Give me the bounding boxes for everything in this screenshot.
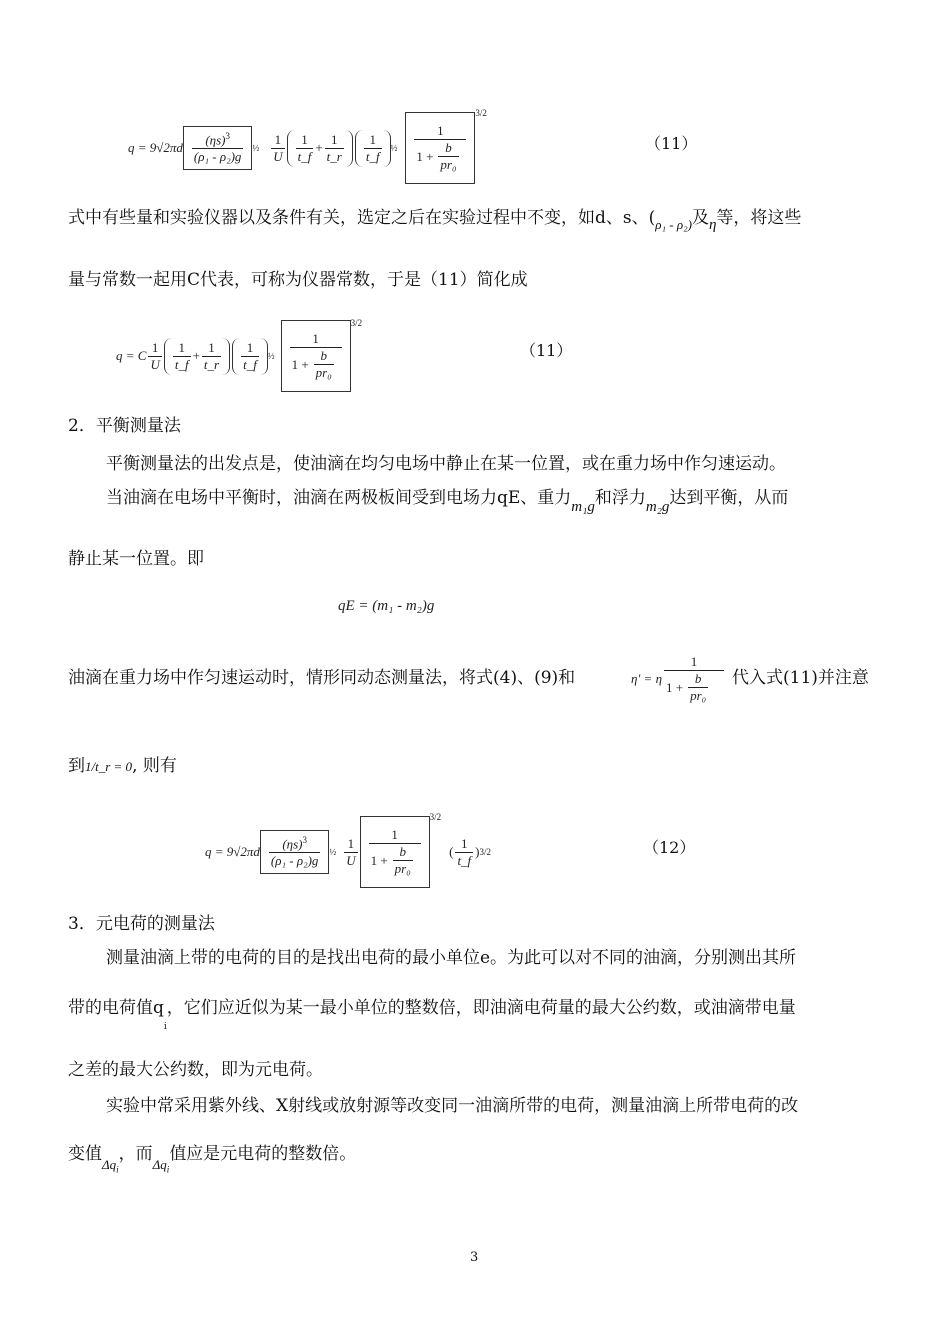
page-number: 3 [470, 1250, 479, 1265]
equation-12: q = 9√2πd $\frac{(\eta s)^3}{\text{(ρ₁ - ρ₂)g}}$ ½ $\frac{1}{U}$ 1 1 + $\frac{b}{\text{pr₀}}$ 3/2 ( $\frac{1}{t\_f}$ ) 3/2 [205, 812, 491, 892]
eq11b-lhs: q = C [116, 348, 147, 363]
equation-11-full [128, 108, 487, 188]
section-2-paragraph-4: 油滴在重力场中作匀速运动时，情形同动态测量法，将式(4)、(9)和 [68, 668, 576, 688]
eq11-bracket-exp: ½ [252, 143, 260, 153]
eq11b-number: （11） [520, 341, 573, 360]
eq11-lhs: q = 9√2πd [128, 140, 183, 155]
eq11-paren-times: $\frac{1}{t\_f}$ + $\frac{1}{t\_r}$ [287, 130, 353, 167]
eq12-lhs: q = 9√2πd [205, 844, 260, 859]
section-2-paragraph-3: 静止某一位置。即 [68, 549, 204, 569]
section-2-paragraph-5: 到1/t_r = 0, 则有 [68, 756, 177, 776]
eq11-bracket [183, 126, 253, 170]
section-2-paragraph-2: 当油滴在电场中平衡时，油滴在两极板间受到电场力qE、重力m₁g和浮力m₂g达到平衡，从而 [106, 488, 789, 515]
section-3-title: 3．元电荷的测量法 [68, 914, 215, 934]
paragraph-1-line-2: 量与常数一起用C代表，可称为仪器常数，于是（11）简化成 [68, 270, 528, 290]
eq11-outer-bracket: 1 1 + $\frac{b}{\text{pr₀}}$ [405, 112, 475, 184]
eq12-number: （12） [643, 838, 696, 857]
eq11-number: （11） [645, 134, 698, 153]
paragraph-1-line-1: 式中有些量和实验仪器以及条件有关，选定之后在实验过程中不变，如d、s、($_{\rho_1 - \rho_2)}$及η等，将这些 [68, 208, 802, 233]
equation-11-simplified: q = C $\frac{1}{U}$ $\frac{1}{t\_f}$ + $\frac{1}{t\_r}$ $\frac{1}{t\_f}$ ½ 1 1 + $\frac{b}{\text{pr₀}}$ 3/2 [116, 318, 362, 394]
balance-equation: qE = (m₁ - m₂)g [338, 598, 435, 614]
section-3-paragraph-1: 测量油滴上带的电荷的目的是找出电荷的最小单位e。为此可以对不同的油滴，分别测出其所 [106, 948, 797, 968]
eq11-tf-exp: ½ [390, 143, 398, 153]
section-3-paragraph-5: 变值$_{\Delta q_i}$，而$_{\Delta q_i}$值应是元电荷的整数倍。 [68, 1144, 357, 1175]
eta-prime-formula: η′ = η 1 1 + $\frac{b}{\text{pr₀}}$ [631, 643, 726, 715]
section-3-paragraph-4: 实验中常采用紫外线、X射线或放射源等改变同一油滴所带的电荷，测量油滴上所带电荷的改 [106, 1096, 799, 1116]
eq11-paren-tf: $\frac{1}{t\_f}$ [355, 130, 391, 167]
section-3-paragraph-2: 带的电荷值$q_i$，它们应近似为某一最小单位的整数倍，即油滴电荷量的最大公约数，或油滴带电量 [68, 998, 796, 1033]
eq11-outer-exp: 3/2 [475, 108, 487, 118]
eq11-inner-fraction: $\frac{(\eta s)^3}{\text{(ρ₁ - ρ₂)g}}$ [193, 130, 242, 165]
section-2-paragraph-1: 平衡测量法的出发点是，使油滴在均匀电场中静止在某一位置，或在重力场中作匀速运动。 [106, 454, 786, 474]
eq11-u-fraction: $\frac{1}{U}$ [273, 131, 283, 164]
section-2-paragraph-4-end: 代入式(11)并注意 [732, 668, 869, 688]
section-2-title: 2．平衡测量法 [68, 416, 181, 436]
section-3-paragraph-3: 之差的最大公约数，即为元电荷。 [68, 1060, 323, 1080]
